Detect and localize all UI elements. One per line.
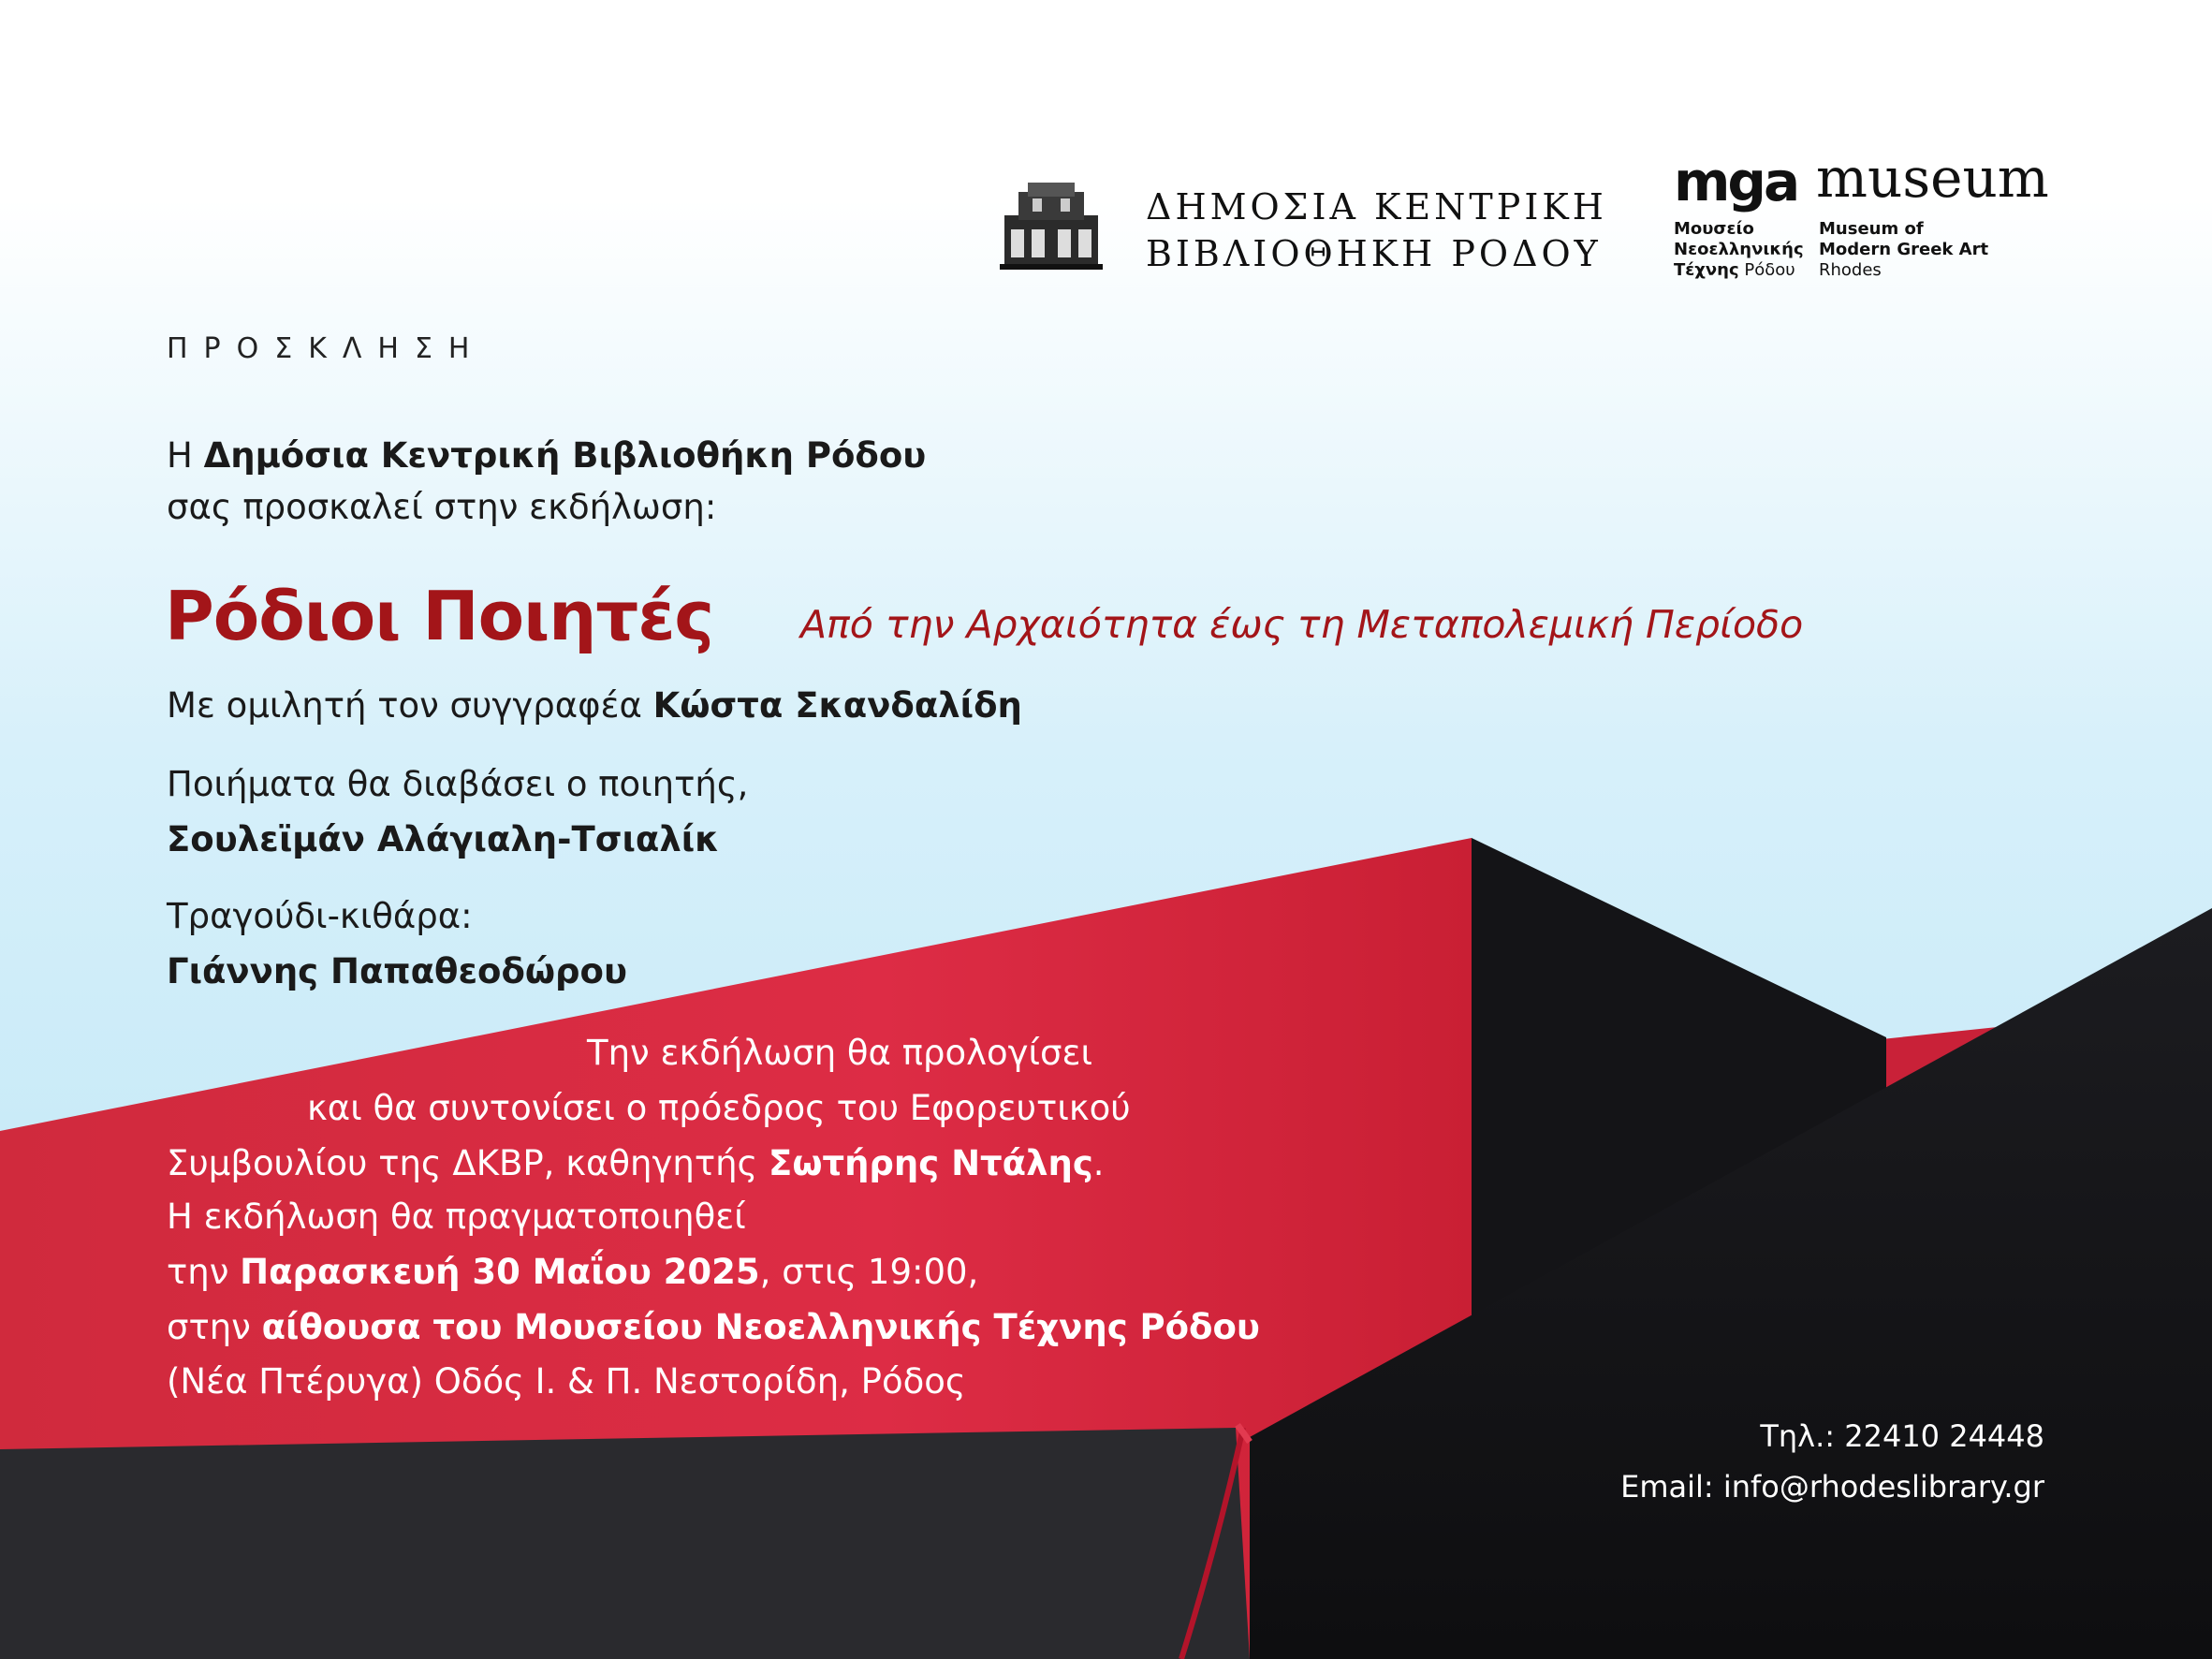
details-line7: (Νέα Πτέρυγα) Οδός Ι. & Π. Νεστορίδη, Ρόδος (167, 1361, 966, 1402)
speaker-line: Με ομιλητή τον συγγραφέα Κώστα Σκανδαλίδη (167, 685, 1022, 726)
details-line1: Την εκδήλωση θα προλογίσει (587, 1033, 1093, 1073)
contact-phone: Τηλ.: 22410 24448 (1760, 1418, 2044, 1454)
details-line2: και θα συντονίσει ο πρόεδρος του Εφορευτικού (307, 1088, 1131, 1128)
event-title: Ρόδιοι Ποιητές (165, 577, 714, 655)
details-line3: Συμβουλίου της ΔΚΒΡ, καθηγητής Σωτήρης Ντάλης. (167, 1143, 1105, 1183)
museum-logo (1674, 146, 2067, 290)
museum-greek-name: Μουσείο Νεοελληνικής Τέχνης Ρόδου (1674, 219, 1804, 280)
library-name-line2: ΒΙΒΛΙΟΘΗΚΗ ΡΟΔΟΥ (1146, 233, 1602, 274)
event-date: Παρασκευή 30 Μαΐου 2025 (240, 1252, 760, 1292)
music-line1: Τραγούδι-κιθάρα: (167, 896, 473, 936)
invitation-label: ΠΡΟΣΚΛΗΣΗ (167, 332, 486, 365)
museum-logo-mark: mga (1674, 150, 1798, 213)
details-line4: Η εκδήλωση θα πραγματοποιηθεί (167, 1197, 746, 1237)
musician-name: Γιάννης Παπαθεοδώρου (167, 951, 627, 991)
museum-english-name: Museum of Modern Greek Art Rhodes (1819, 219, 1989, 280)
library-name-line1: ΔΗΜΟΣΙΑ ΚΕΝΤΡΙΚΗ (1146, 186, 1607, 228)
library-building-icon (1000, 178, 1103, 272)
intro-line2: σας προσκαλεί στην εκδήλωση: (167, 487, 717, 527)
host-name: Δημόσια Κεντρική Βιβλιοθήκη Ρόδου (203, 435, 927, 476)
event-venue: αίθουσα του Μουσείου Νεοελληνικής Τέχνης Ρόδου (261, 1307, 1260, 1347)
details-line6: στην αίθουσα του Μουσείου Νεοελληνικής Τέχνης Ρόδου (167, 1307, 1260, 1347)
museum-logo-word: museum (1816, 146, 2049, 210)
library-logo (1000, 178, 1607, 281)
speaker-name: Κώστα Σκανδαλίδη (652, 685, 1022, 726)
contact-email: Email: info@rhodeslibrary.gr (1620, 1469, 2044, 1505)
reader-line1: Ποιήματα θα διαβάσει ο ποιητής, (167, 764, 749, 804)
contact-block (1620, 1411, 2044, 1512)
reader-line2 (167, 817, 719, 862)
music-line2 (167, 949, 627, 994)
event-subtitle: Από την Αρχαιότητα έως τη Μεταπολεμική Περίοδο (800, 602, 1804, 647)
intro-line1: Η Δημόσια Κεντρική Βιβλιοθήκη Ρόδου (167, 435, 927, 476)
details-line5: την Παρασκευή 30 Μαΐου 2025, στις 19:00, (167, 1252, 979, 1292)
moderator-name: Σωτήρης Ντάλης (769, 1143, 1093, 1183)
reader-name: Σουλεϊμάν Αλάγιαλη-Τσιαλίκ (167, 819, 720, 859)
black-block-bottom (0, 1428, 1250, 1659)
